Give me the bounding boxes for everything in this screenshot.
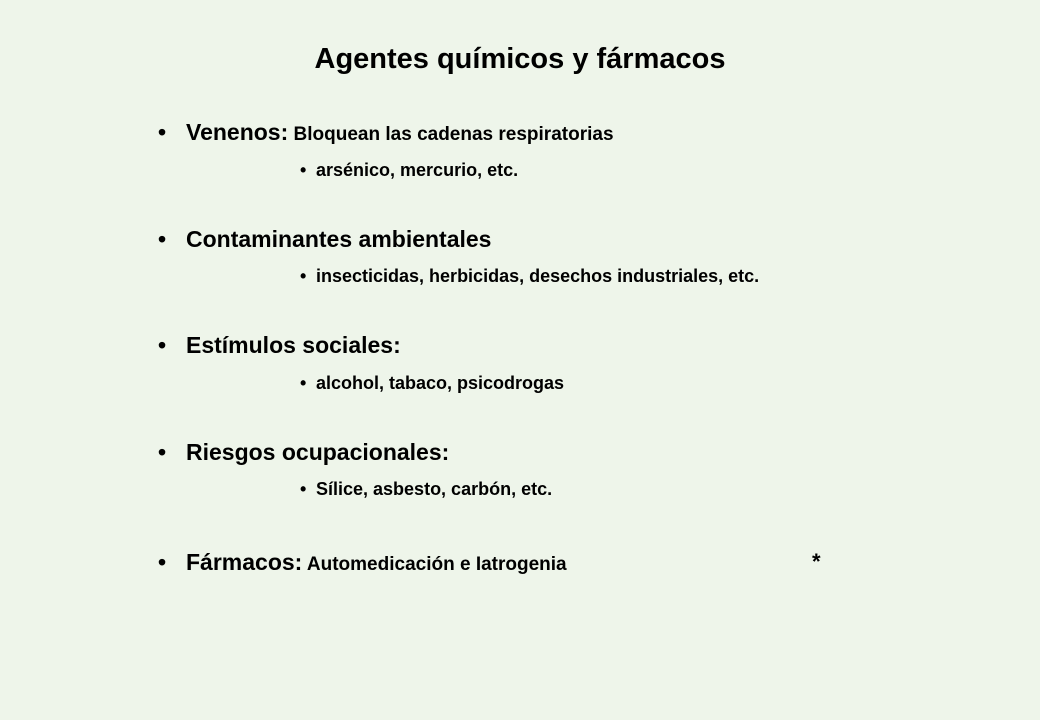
sub-item-contaminantes xyxy=(300,264,759,288)
slide-title: Agentes químicos y fármacos xyxy=(314,43,726,75)
item-label: Estímulos sociales: xyxy=(186,332,401,358)
sub-item-text: insecticidas, herbicidas, desechos industriales, etc. xyxy=(316,266,760,286)
sub-item-text: Sílice, asbesto, carbón, etc. xyxy=(316,479,553,499)
bullet-icon: • xyxy=(158,439,167,465)
item-label: Venenos: xyxy=(186,119,289,145)
bullet-icon: • xyxy=(158,332,167,358)
bullet-icon: • xyxy=(300,373,307,393)
bullet-icon: • xyxy=(300,160,307,180)
list-item-riesgos xyxy=(158,438,449,469)
bullet-icon: • xyxy=(158,119,167,145)
item-description: Automedicación e Iatrogenia xyxy=(302,554,567,575)
item-label: Contaminantes ambientales xyxy=(186,226,492,252)
list-item-venenos xyxy=(158,118,614,149)
bullet-icon: • xyxy=(158,226,167,252)
bullet-icon: • xyxy=(300,266,307,286)
sub-item-venenos xyxy=(300,158,518,182)
list-item-contaminantes xyxy=(158,225,491,256)
bullet-icon: • xyxy=(300,479,307,499)
list-item-estimulos xyxy=(158,331,401,362)
bullet-icon: • xyxy=(158,549,167,575)
sub-item-riesgos xyxy=(300,477,552,501)
item-label: Fármacos: xyxy=(186,549,303,575)
sub-item-estimulos xyxy=(300,371,564,395)
asterisk-marker: * xyxy=(812,549,821,574)
list-item-farmacos xyxy=(158,548,567,579)
sub-item-text: alcohol, tabaco, psicodrogas xyxy=(316,373,565,393)
sub-item-text: arsénico, mercurio, etc. xyxy=(316,160,519,180)
item-description: Bloquean las cadenas respiratorias xyxy=(288,124,614,145)
item-label: Riesgos ocupacionales: xyxy=(186,439,450,465)
